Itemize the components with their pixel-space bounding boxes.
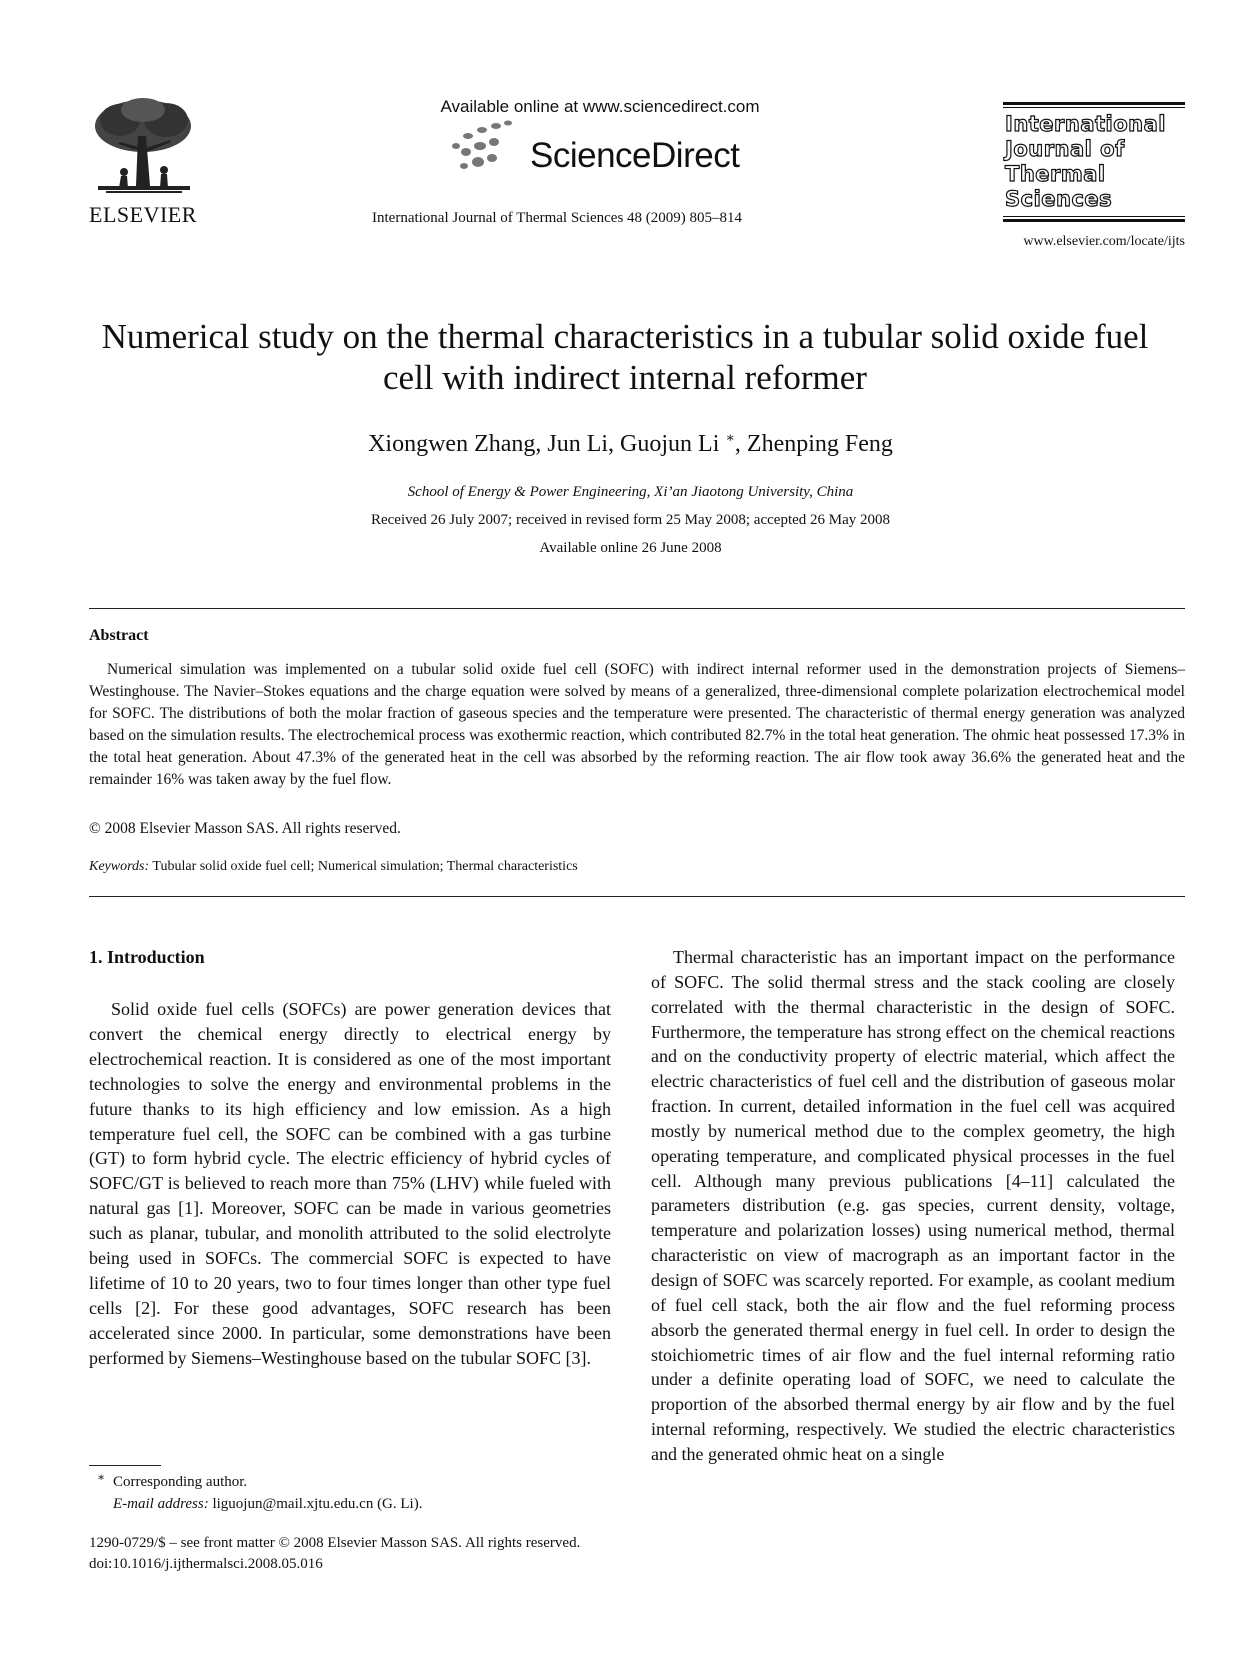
divider xyxy=(89,896,1185,897)
intro-paragraph-left: Solid oxide fuel cells (SOFCs) are power generation devices that convert the chemical energy directly to electrical energy by electrochemical reaction. It is considered as one of the most important technologies to solve the energy and environmental problems in the future thanks to its high efficiency and low emission. As a high temperature fuel cell, the SOFC can be combined with a gas turbine (GT) to form hybrid cycle. The electric efficiency of hybrid cycles of SOFC/GT is believed to reach more than 75% (LHV) while fueled with natural gas [1]. Moreover, SOFC can be made in various geometries such as planar, tubular, and monolith attributed to the solid electrolyte being used in SOFCs. The commercial SOFC is expected to have lifetime of 10 to 20 years, two to four times longer than other type fuel cells [2]. For these good advantages, SOFC research has been accelerated since 2000. In particular, some demonstrations have been performed by Siemens–Westinghouse based on the tubular SOFC [3]. xyxy=(89,999,611,1368)
section-heading-introduction: 1. Introduction xyxy=(89,947,205,967)
footnote-email: E-mail address: liguojun@mail.xjtu.edu.cn (G. Li). xyxy=(113,1496,423,1512)
affiliation: School of Energy & Power Engineering, Xi’an Jiaotong University, China xyxy=(407,484,854,500)
elsevier-logo xyxy=(84,96,202,228)
elsevier-wordmark: ELSEVIER xyxy=(89,202,197,227)
footnote-corresponding: Corresponding author. xyxy=(113,1474,248,1490)
elsevier-tree-icon xyxy=(88,96,198,200)
article-title: Numerical study on the thermal characteristics in a tubular solid oxide fuel cell with indirect internal reformer xyxy=(101,317,1149,397)
abstract-body: Numerical simulation was implemented on a tubular solid oxide fuel cell (SOFC) with indirect internal reformer used in the demonstration projects of Siemens–Westinghouse. The Navier–Stokes equations and the charge equation were solved by means of a generalized, three-dimensional complete polarization electrochemical model for SOFC. The distributions of both the molar fraction of gaseous species and the temperature were presented. The characteristic of thermal energy generation was analyzed based on the simulation results. The electrochemical process was exothermic reaction, which contributed 82.7% in the total heat generation. The ohmic heat possessed 17.3% in the total heat generation. About 47.3% of the generated heat in the cell was absorbed by the reforming reaction. The air flow took away 36.6% the generated heat and the remainder 16% was taken away by the fuel flow. xyxy=(89,661,1185,788)
intro-paragraph-right: Thermal characteristic has an important impact on the performance of SOFC. The solid thermal stress and the stack cooling are closely correlated with the thermal characteristic in the design of SOFC. Furthermore, the temperature has strong effect on the chemical reactions and on the conductivity property of electric material, which affect the electric characteristics of fuel cell and the distribution of gaseous molar fraction. In current, detailed information in the fuel cell was acquired mostly by numerical method due to the complex geometry, the high operating temperature, and complicated physical processes in the fuel cell. Although many previous publications [4–11] calculated the parameters distribution (e.g. gas species, current density, voltage, temperature and polarization losses) using numerical method, thermal characteristic on view of macrograph as an important factor in the design of SOFC was scarcely reported. For example, as coolant medium of fuel cell stack, both the air flow and the fuel reforming process absorb the generated thermal energy in fuel cell. In order to design the stoichiometric times of air flow and the fuel internal reforming ratio under a definite operating load of SOFC, we need to calculate the proportion of the absorbed thermal energy by air flow and by the fuel internal reforming, respectively. We studied the electric characteristics and the generated ohmic heat on a single xyxy=(651,947,1175,1464)
sciencedirect-dots-icon xyxy=(448,120,528,175)
footer-doi[interactable]: doi:10.1016/j.ijthermalsci.2008.05.016 xyxy=(89,1556,323,1572)
footer-issn: 1290-0729/$ – see front matter © 2008 Elsevier Masson SAS. All rights reserved. xyxy=(89,1535,581,1551)
journal-citation: International Journal of Thermal Sciences 48 (2009) 805–814 xyxy=(372,210,743,226)
authors: Xiongwen Zhang, Jun Li, Guojun Li ∗, Zhenping Feng xyxy=(368,431,893,457)
journal-logo-box xyxy=(1003,102,1185,232)
divider xyxy=(89,608,1185,609)
received-dates: Received 26 July 2007; received in revised form 25 May 2008; accepted 26 May 2008 xyxy=(370,512,891,528)
journal-url[interactable]: www.elsevier.com/locate/ijts xyxy=(1023,234,1185,249)
journal-name: International Journal of Thermal Sciences xyxy=(1005,112,1167,211)
available-online-date: Available online 26 June 2008 xyxy=(539,540,722,556)
footnote-mark: ∗ xyxy=(97,1470,106,1484)
keywords: Keywords: Tubular solid oxide fuel cell; Numerical simulation; Thermal characteristics xyxy=(89,859,578,874)
footnote-rule xyxy=(89,1465,161,1466)
sciencedirect-wordmark: ScienceDirect xyxy=(530,136,740,175)
available-online-text: Available online at www.sciencedirect.com xyxy=(440,97,760,116)
abstract-heading: Abstract xyxy=(89,627,149,644)
email-link[interactable]: liguojun@mail.xjtu.edu.cn (G. Li). xyxy=(212,1496,423,1512)
abstract-copyright: © 2008 Elsevier Masson SAS. All rights reserved. xyxy=(89,820,401,837)
